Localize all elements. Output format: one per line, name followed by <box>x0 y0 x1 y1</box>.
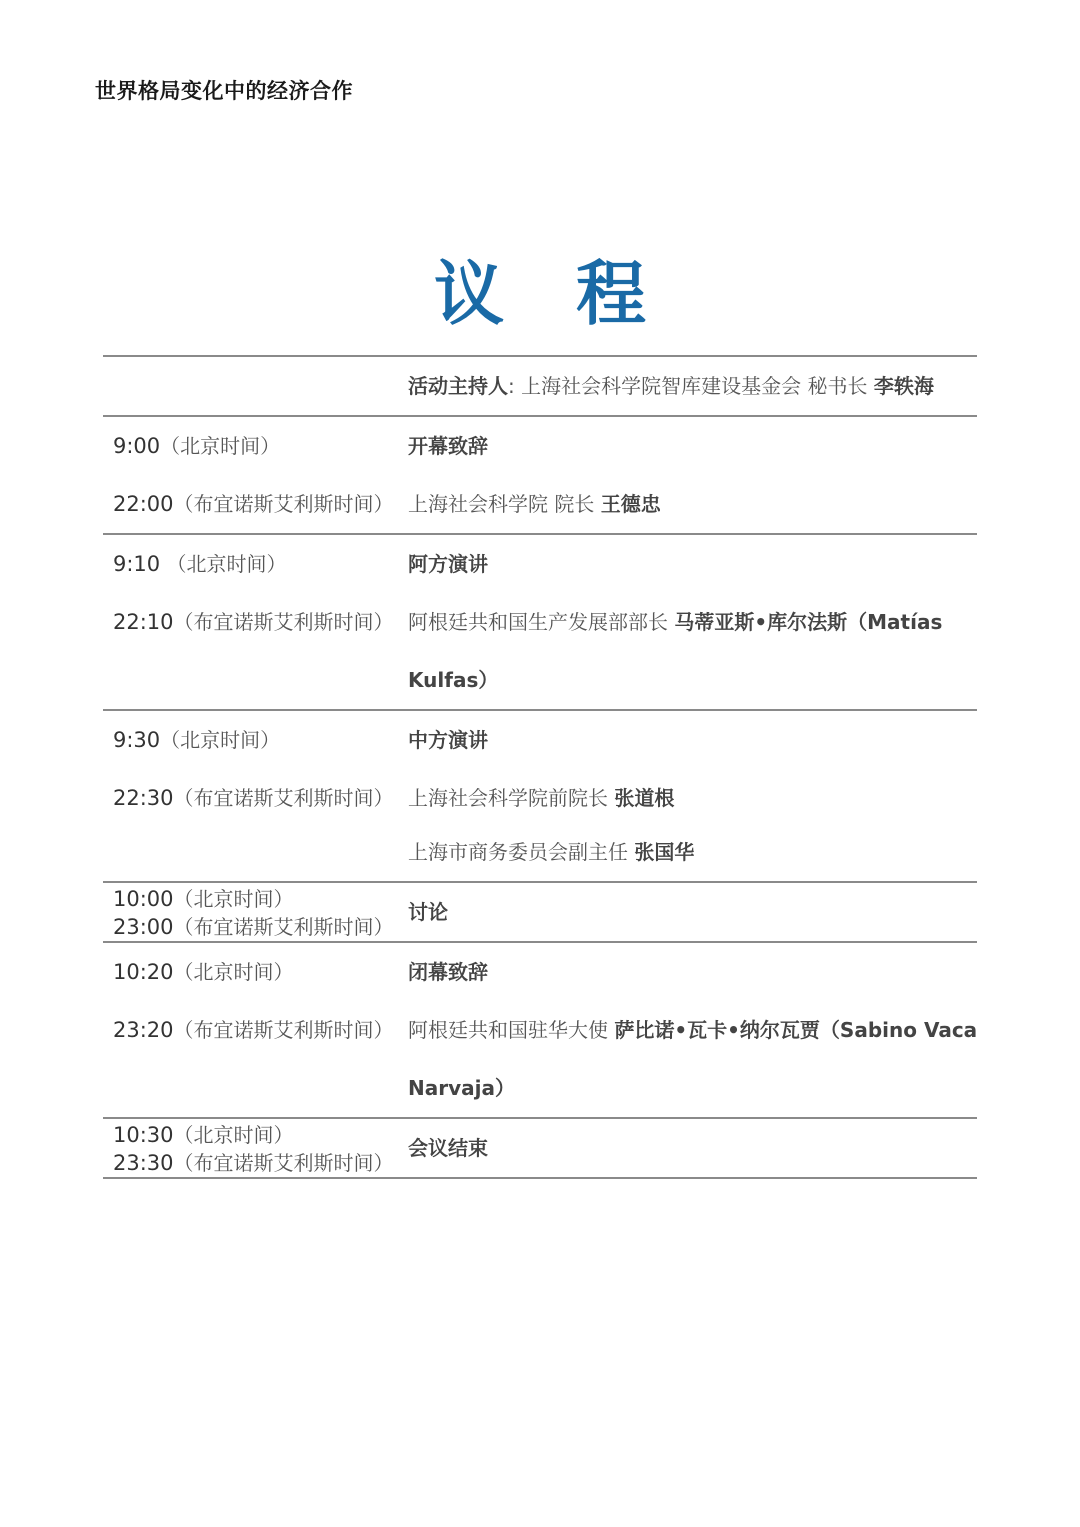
speaker-org: 阿根廷共和国生产发展部部长 <box>408 610 668 634</box>
beijing-time: 10:00 <box>113 887 174 911</box>
buenos-aires-zone: （布宜诺斯艾利斯时间） <box>173 1018 394 1042</box>
session-title: 闭幕致辞 <box>408 960 488 984</box>
host-separator: : <box>508 374 515 398</box>
host-org: 上海社会科学院智库建设基金会 <box>521 374 802 398</box>
page-title-char-1: 议 <box>434 253 504 335</box>
host-row <box>103 355 977 415</box>
speaker-name-continued: Narvaja） <box>408 1076 515 1100</box>
beijing-zone: （北京时间） <box>160 434 281 458</box>
beijing-zone: （北京时间） <box>173 960 294 984</box>
beijing-time: 10:30 <box>113 1123 174 1147</box>
buenos-aires-time: 22:10 <box>113 610 174 634</box>
beijing-zone: （北京时间） <box>173 1123 294 1147</box>
speaker-name: 王德忠 <box>600 492 661 516</box>
agenda-table <box>103 355 977 1179</box>
beijing-time: 9:30 <box>113 728 161 752</box>
host-label: 活动主持人 <box>408 374 508 398</box>
agenda-row-opening <box>103 415 977 533</box>
buenos-aires-zone: （布宜诺斯艾利斯时间） <box>173 915 394 939</box>
session-title: 阿方演讲 <box>408 552 488 576</box>
buenos-aires-time: 22:30 <box>113 786 174 810</box>
agenda-row-discussion <box>103 881 977 941</box>
speaker-name-continued: Kulfas） <box>408 668 499 692</box>
buenos-aires-zone: （布宜诺斯艾利斯时间） <box>173 1151 394 1175</box>
speaker-org: 阿根廷共和国驻华大使 <box>408 1018 608 1042</box>
speaker-name: 马蒂亚斯•库尔法斯（Matías <box>674 610 943 634</box>
running-header-title: 世界格局变化中的经济合作 <box>95 79 353 103</box>
beijing-time: 9:10 <box>113 552 161 576</box>
speaker-name: 张国华 <box>634 840 695 864</box>
session-title: 会议结束 <box>408 1136 488 1160</box>
buenos-aires-time: 23:20 <box>113 1018 174 1042</box>
buenos-aires-zone: （布宜诺斯艾利斯时间） <box>173 492 394 516</box>
speaker-name: 张道根 <box>614 786 675 810</box>
beijing-zone: （北京时间） <box>160 552 287 576</box>
page-title <box>0 238 1080 339</box>
beijing-time: 10:20 <box>113 960 174 984</box>
speaker-name: 萨比诺•瓦卡•纳尔瓦贾（Sabino Vaca <box>614 1018 978 1042</box>
beijing-zone: （北京时间） <box>160 728 281 752</box>
speaker-org: 上海社会科学院 院长 <box>408 492 595 516</box>
agenda-row-end <box>103 1117 977 1179</box>
agenda-row-china-speech <box>103 709 977 881</box>
host-role: 秘书长 <box>807 374 868 398</box>
session-title: 开幕致辞 <box>408 434 488 458</box>
speaker-org: 上海社会科学院前院长 <box>408 786 608 810</box>
speaker-org: 上海市商务委员会副主任 <box>408 840 628 864</box>
host-name: 李轶海 <box>873 374 934 398</box>
beijing-zone: （北京时间） <box>173 887 294 911</box>
buenos-aires-time: 22:00 <box>113 492 174 516</box>
beijing-time: 9:00 <box>113 434 161 458</box>
buenos-aires-time: 23:30 <box>113 1151 174 1175</box>
agenda-row-argentina-speech <box>103 533 977 709</box>
session-title: 中方演讲 <box>408 728 488 752</box>
session-title: 讨论 <box>408 900 448 924</box>
agenda-row-closing <box>103 941 977 1117</box>
page-title-char-2: 程 <box>576 253 646 335</box>
buenos-aires-zone: （布宜诺斯艾利斯时间） <box>173 786 394 810</box>
buenos-aires-time: 23:00 <box>113 915 174 939</box>
buenos-aires-zone: （布宜诺斯艾利斯时间） <box>173 610 394 634</box>
